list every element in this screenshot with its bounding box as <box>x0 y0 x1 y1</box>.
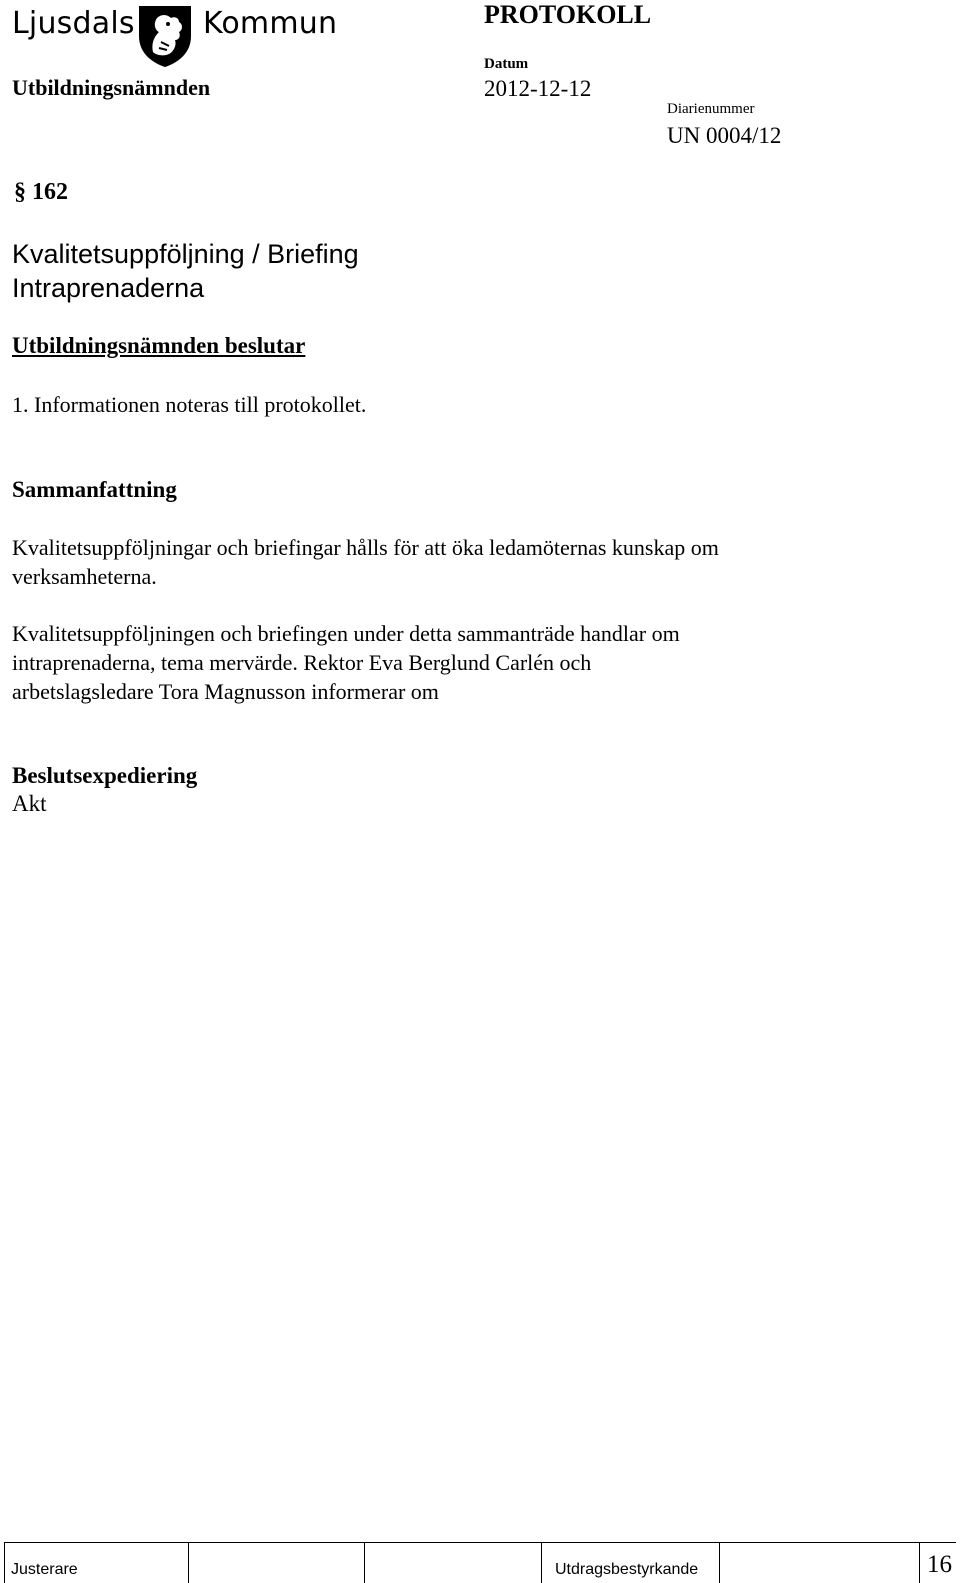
lion-crest-icon <box>135 2 195 68</box>
expedition-value: Akt <box>12 791 47 816</box>
title-line: Kvalitetsuppföljning / Briefing <box>12 239 359 269</box>
summary-paragraph <box>12 619 680 706</box>
section-number-value: 162 <box>32 179 68 205</box>
page-number: 16 <box>927 1551 952 1578</box>
paragraph-line: verksamheterna. <box>12 564 157 589</box>
paragraph-line: Kvalitetsuppföljningar och briefingar hålls för att öka ledamöternas kunskap om <box>12 535 719 560</box>
summary-paragraph <box>12 533 719 591</box>
footer-divider <box>188 1542 189 1583</box>
paragraph-line: Kvalitetsuppföljningen och briefingen under detta sammanträde handlar om <box>12 621 680 646</box>
date-value: 2012-12-12 <box>484 76 592 101</box>
document-type: PROTOKOLL <box>484 0 652 29</box>
expedition-heading-text: Beslutsexpediering <box>12 763 198 788</box>
diary-number-value: UN 0004/12 <box>667 123 782 148</box>
section-sign-icon: § <box>14 179 26 205</box>
paragraph-line: arbetslagsledare Tora Magnusson informerar om <box>12 679 439 704</box>
diary-number-label: Diarienummer <box>667 101 755 117</box>
paragraph-line: intraprenaderna, tema mervärde. Rektor Eva Berglund Carlén och <box>12 650 592 675</box>
footer-divider <box>364 1542 365 1583</box>
footer-divider <box>4 1542 5 1583</box>
footer-divider <box>919 1542 920 1583</box>
decision-heading: Utbildningsnämnden beslutar <box>12 333 306 358</box>
title-line: Intraprenaderna <box>12 273 205 303</box>
footer-divider <box>719 1542 720 1583</box>
organization-name: Utbildningsnämnden <box>12 75 211 100</box>
footer-divider <box>4 1542 956 1543</box>
page-title <box>12 237 512 305</box>
decision-item: 1. Informationen noteras till protokollet. <box>12 392 367 417</box>
section-number <box>14 179 68 206</box>
date-label: Datum <box>484 56 529 72</box>
logo-text-kommun: Kommun <box>203 6 338 41</box>
footer-divider <box>541 1542 542 1583</box>
footer-justerare-label: Justerare <box>11 1561 78 1578</box>
footer-utdrag-label: Utdragsbestyrkande <box>555 1561 699 1578</box>
summary-heading: Sammanfattning <box>12 477 177 502</box>
expedition-heading <box>12 762 197 789</box>
logo-text-ljusdals: Ljusdals <box>12 6 135 41</box>
